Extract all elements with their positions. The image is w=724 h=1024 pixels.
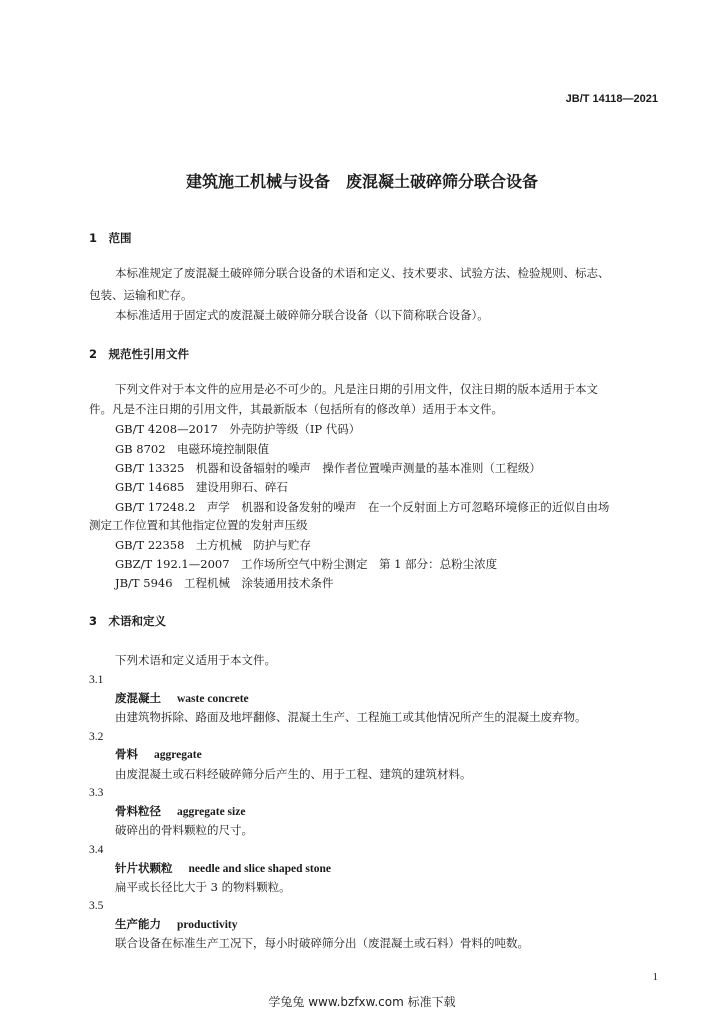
reference-item: GB 8702 电磁环境控制限值 <box>115 442 270 456</box>
reference-item: GB/T 14685 建设用卵石、碎石 <box>115 480 288 494</box>
page-number: 1 <box>652 971 658 983</box>
term-title <box>115 861 331 877</box>
paragraph: 下列术语和定义适用于本文件。 <box>115 653 276 667</box>
document-title: 建筑施工机械与设备 废混凝土破碎筛分联合设备 <box>185 172 538 191</box>
term-title <box>115 691 249 707</box>
term-english: waste concrete <box>177 693 249 705</box>
term-definition: 由废混凝土或石料经破碎筛分后产生的、用于工程、建筑的建筑材料。 <box>115 767 472 781</box>
reference-item: JB/T 5946 工程机械 涂装通用技术条件 <box>115 576 334 590</box>
term-number: 3.1 <box>89 674 104 686</box>
term-english: aggregate size <box>177 806 246 818</box>
term-definition: 扁平或长径比大于 3 的物料颗粒。 <box>115 880 291 894</box>
term-chinese: 废混凝土 <box>115 691 161 705</box>
paragraph: 本标准规定了废混凝土破碎筛分联合设备的术语和定义、技术要求、试验方法、检验规则、标志、 <box>115 266 610 280</box>
term-english: productivity <box>177 919 238 931</box>
term-chinese: 针片状颗粒 <box>115 861 173 875</box>
reference-item: GB/T 17248.2 声学 机器和设备发射的噪声 在一个反射面上方可忽略环境修正的近似自由场 <box>115 500 610 514</box>
term-number: 3.5 <box>89 900 104 912</box>
term-number: 3.3 <box>89 787 104 799</box>
reference-item: GB/T 13325 机器和设备辐射的噪声 操作者位置噪声测量的基本准则（工程级） <box>115 461 541 475</box>
download-footer: 学兔兔 www.bzfxw.com 标准下载 <box>268 995 456 1009</box>
reference-item-continuation: 测定工作位置和其他指定位置的发射声压级 <box>89 518 308 532</box>
reference-item: GB/T 4208—2017 外壳防护等级（IP 代码） <box>115 422 361 436</box>
section-1-heading: 1 范围 <box>89 231 132 245</box>
term-definition: 联合设备在标准生产工况下，每小时破碎筛分出（废混凝土或石料）骨料的吨数。 <box>115 936 529 950</box>
paragraph: 本标准适用于固定式的废混凝土破碎筛分联合设备（以下简称联合设备）。 <box>115 308 489 322</box>
term-definition: 由建筑物拆除、路面及地坪翻修、混凝土生产、工程施工或其他情况所产生的混凝土废弃物。 <box>115 710 587 724</box>
term-title <box>115 747 202 763</box>
term-number: 3.2 <box>89 731 104 743</box>
reference-item: GBZ/T 192.1—2007 工作场所空气中粉尘测定 第 1 部分：总粉尘浓度 <box>115 557 498 571</box>
term-title <box>115 917 238 933</box>
term-chinese: 骨料 <box>115 747 138 761</box>
term-chinese: 骨料粒径 <box>115 804 161 818</box>
section-3-heading: 3 术语和定义 <box>89 614 167 628</box>
term-number: 3.4 <box>89 844 104 856</box>
standard-code: JB/T 14118—2021 <box>565 93 658 105</box>
term-english: needle and slice shaped stone <box>188 863 331 875</box>
paragraph: 下列文件对于本文件的应用是必不可少的。凡是注日期的引用文件，仅注日期的版本适用于本文 <box>115 382 598 396</box>
section-2-heading: 2 规范性引用文件 <box>89 347 190 361</box>
term-definition: 破碎出的骨料颗粒的尺寸。 <box>115 823 253 837</box>
reference-item: GB/T 22358 土方机械 防护与贮存 <box>115 538 311 552</box>
paragraph: 件。凡是不注日期的引用文件，其最新版本（包括所有的修改单）适用于本文件。 <box>89 402 503 416</box>
term-chinese: 生产能力 <box>115 917 161 931</box>
paragraph: 包装、运输和贮存。 <box>89 288 193 302</box>
term-english: aggregate <box>154 749 202 761</box>
term-title <box>115 804 245 820</box>
